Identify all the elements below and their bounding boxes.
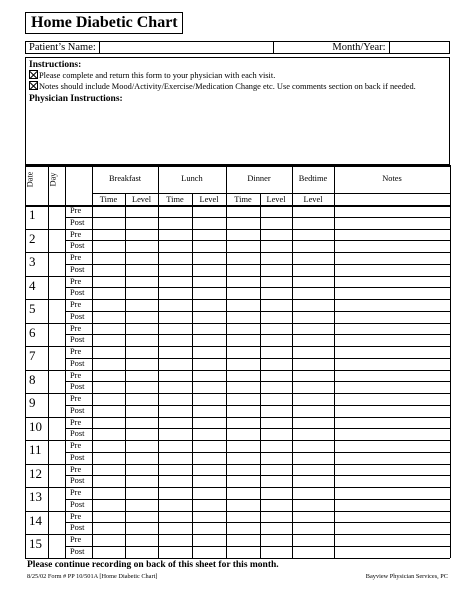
time-subheader: Time xyxy=(99,195,118,204)
pre-label: Pre xyxy=(70,323,82,333)
page-title: Home Diabetic Chart xyxy=(25,12,183,34)
row-date-number: 7 xyxy=(29,348,36,363)
physician-instructions-label: Physician Instructions: xyxy=(29,94,123,104)
row-date-number: 11 xyxy=(29,442,42,457)
post-label: Post xyxy=(70,217,85,227)
post-label: Post xyxy=(70,264,85,274)
post-label: Post xyxy=(70,358,85,368)
table-rule xyxy=(65,217,450,218)
post-label: Post xyxy=(70,476,85,486)
pre-label: Pre xyxy=(70,229,82,239)
pre-label: Pre xyxy=(70,300,82,309)
post-label: Post xyxy=(70,382,85,392)
patient-name-label: Patient’s Name: xyxy=(29,42,96,53)
pre-label: Pre xyxy=(70,370,82,380)
instructions-heading: Instructions: xyxy=(29,60,82,70)
level-subheader: Level xyxy=(199,195,219,204)
pre-label: Pre xyxy=(70,394,82,403)
table-rule xyxy=(334,193,450,194)
table-rule xyxy=(192,193,193,558)
post-label: Post xyxy=(70,452,85,462)
month-year-label: Month/Year: xyxy=(332,42,386,53)
instruction-line-2 xyxy=(29,81,446,92)
table-rule xyxy=(25,534,450,535)
row-date-number: 2 xyxy=(29,230,36,246)
pre-label: Pre xyxy=(70,276,82,286)
row-date-number: 5 xyxy=(29,301,36,316)
instructions-box xyxy=(25,57,450,165)
table-rule xyxy=(25,511,450,512)
level-subheader: Level xyxy=(131,195,152,204)
patient-name-field[interactable] xyxy=(99,42,275,53)
table-rule xyxy=(25,440,450,441)
form-id: 8/25/02 Form # PP 10/501A [Home Diabetic Chart] xyxy=(27,573,158,580)
table-rule xyxy=(65,240,450,241)
organization-name: Bayview Physician Services, PC xyxy=(365,573,448,580)
table-rule xyxy=(25,393,450,394)
post-label: Post xyxy=(70,546,85,556)
table-rule xyxy=(25,346,450,347)
table-rule xyxy=(25,165,26,558)
table-rule xyxy=(65,452,450,453)
table-rule xyxy=(65,287,450,288)
post-label: Post xyxy=(70,311,85,321)
post-label: Post xyxy=(70,405,85,415)
table-rule xyxy=(25,165,450,167)
table-rule xyxy=(25,252,450,253)
row-date-number: 9 xyxy=(29,395,36,410)
table-rule xyxy=(48,165,49,558)
post-label: Post xyxy=(70,288,85,298)
table-rule xyxy=(65,311,450,312)
post-label: Post xyxy=(70,241,85,251)
table-rule xyxy=(65,546,450,547)
row-date-number: 6 xyxy=(29,324,36,340)
row-date-number: 8 xyxy=(29,371,36,387)
table-rule xyxy=(65,334,450,335)
date-header: Date xyxy=(25,171,35,188)
continue-note: Please continue recording on back of this sheet for this month. xyxy=(27,560,279,570)
table-rule xyxy=(65,264,450,265)
pre-label: Pre xyxy=(70,206,82,215)
level-subheader: Level xyxy=(266,195,286,204)
pre-label: Pre xyxy=(70,347,82,356)
table-rule xyxy=(25,487,450,488)
table-rule xyxy=(25,299,450,300)
pre-label: Pre xyxy=(70,253,82,262)
pre-label: Pre xyxy=(70,464,82,474)
row-date-number: 15 xyxy=(29,536,42,551)
table-rule xyxy=(25,323,450,324)
pre-label: Pre xyxy=(70,511,82,521)
level-subheader: Level xyxy=(303,195,323,204)
instruction-text-1: Please complete and return this form to your physician with each visit. xyxy=(39,71,276,80)
month-year-spacer xyxy=(274,42,329,53)
table-rule xyxy=(125,193,126,558)
breakfast-header: Breakfast xyxy=(108,174,142,183)
table-rule xyxy=(450,165,451,558)
time-subheader: Time xyxy=(166,195,184,204)
checked-box-icon xyxy=(29,81,38,90)
table-rule xyxy=(25,205,450,207)
table-rule xyxy=(92,193,334,194)
table-rule xyxy=(65,428,450,429)
row-date-number: 12 xyxy=(29,465,42,481)
day-header: Day xyxy=(48,172,58,187)
post-label: Post xyxy=(70,429,85,439)
table-rule xyxy=(65,358,450,359)
table-rule xyxy=(25,464,450,465)
table-rule xyxy=(25,229,450,230)
table-rule xyxy=(65,405,450,406)
instruction-text-2: Notes should include Mood/Activity/Exercise/Medication Change etc. Use comments section on back if needed. xyxy=(39,82,416,91)
table-rule xyxy=(65,522,450,523)
row-date-number: 14 xyxy=(29,512,42,528)
patient-info-row xyxy=(25,41,450,54)
row-date-number: 1 xyxy=(29,207,36,222)
post-label: Post xyxy=(70,523,85,533)
lunch-header: Lunch xyxy=(181,174,203,183)
instruction-line-1 xyxy=(29,70,446,81)
pre-label: Pre xyxy=(70,417,82,427)
row-date-number: 10 xyxy=(29,418,42,434)
row-date-number: 4 xyxy=(29,277,36,293)
row-date-number: 13 xyxy=(29,489,42,504)
pre-label: Pre xyxy=(70,488,82,497)
table-rule xyxy=(65,499,450,500)
table-rule xyxy=(260,193,261,558)
table-rule xyxy=(25,276,450,277)
bedtime-header: Bedtime xyxy=(298,174,328,183)
time-subheader: Time xyxy=(234,195,252,204)
row-date-number: 3 xyxy=(29,254,36,269)
pre-label: Pre xyxy=(70,441,82,450)
dinner-header: Dinner xyxy=(247,174,271,183)
table-rule xyxy=(65,475,450,476)
checked-box-icon xyxy=(29,70,38,79)
pre-label: Pre xyxy=(70,535,82,544)
table-rule xyxy=(25,417,450,418)
table-rule xyxy=(25,558,450,560)
table-rule xyxy=(65,381,450,382)
notes-header: Notes xyxy=(382,174,402,183)
month-year-field[interactable] xyxy=(389,42,449,53)
post-label: Post xyxy=(70,335,85,345)
table-rule xyxy=(25,370,450,371)
post-label: Post xyxy=(70,499,85,509)
